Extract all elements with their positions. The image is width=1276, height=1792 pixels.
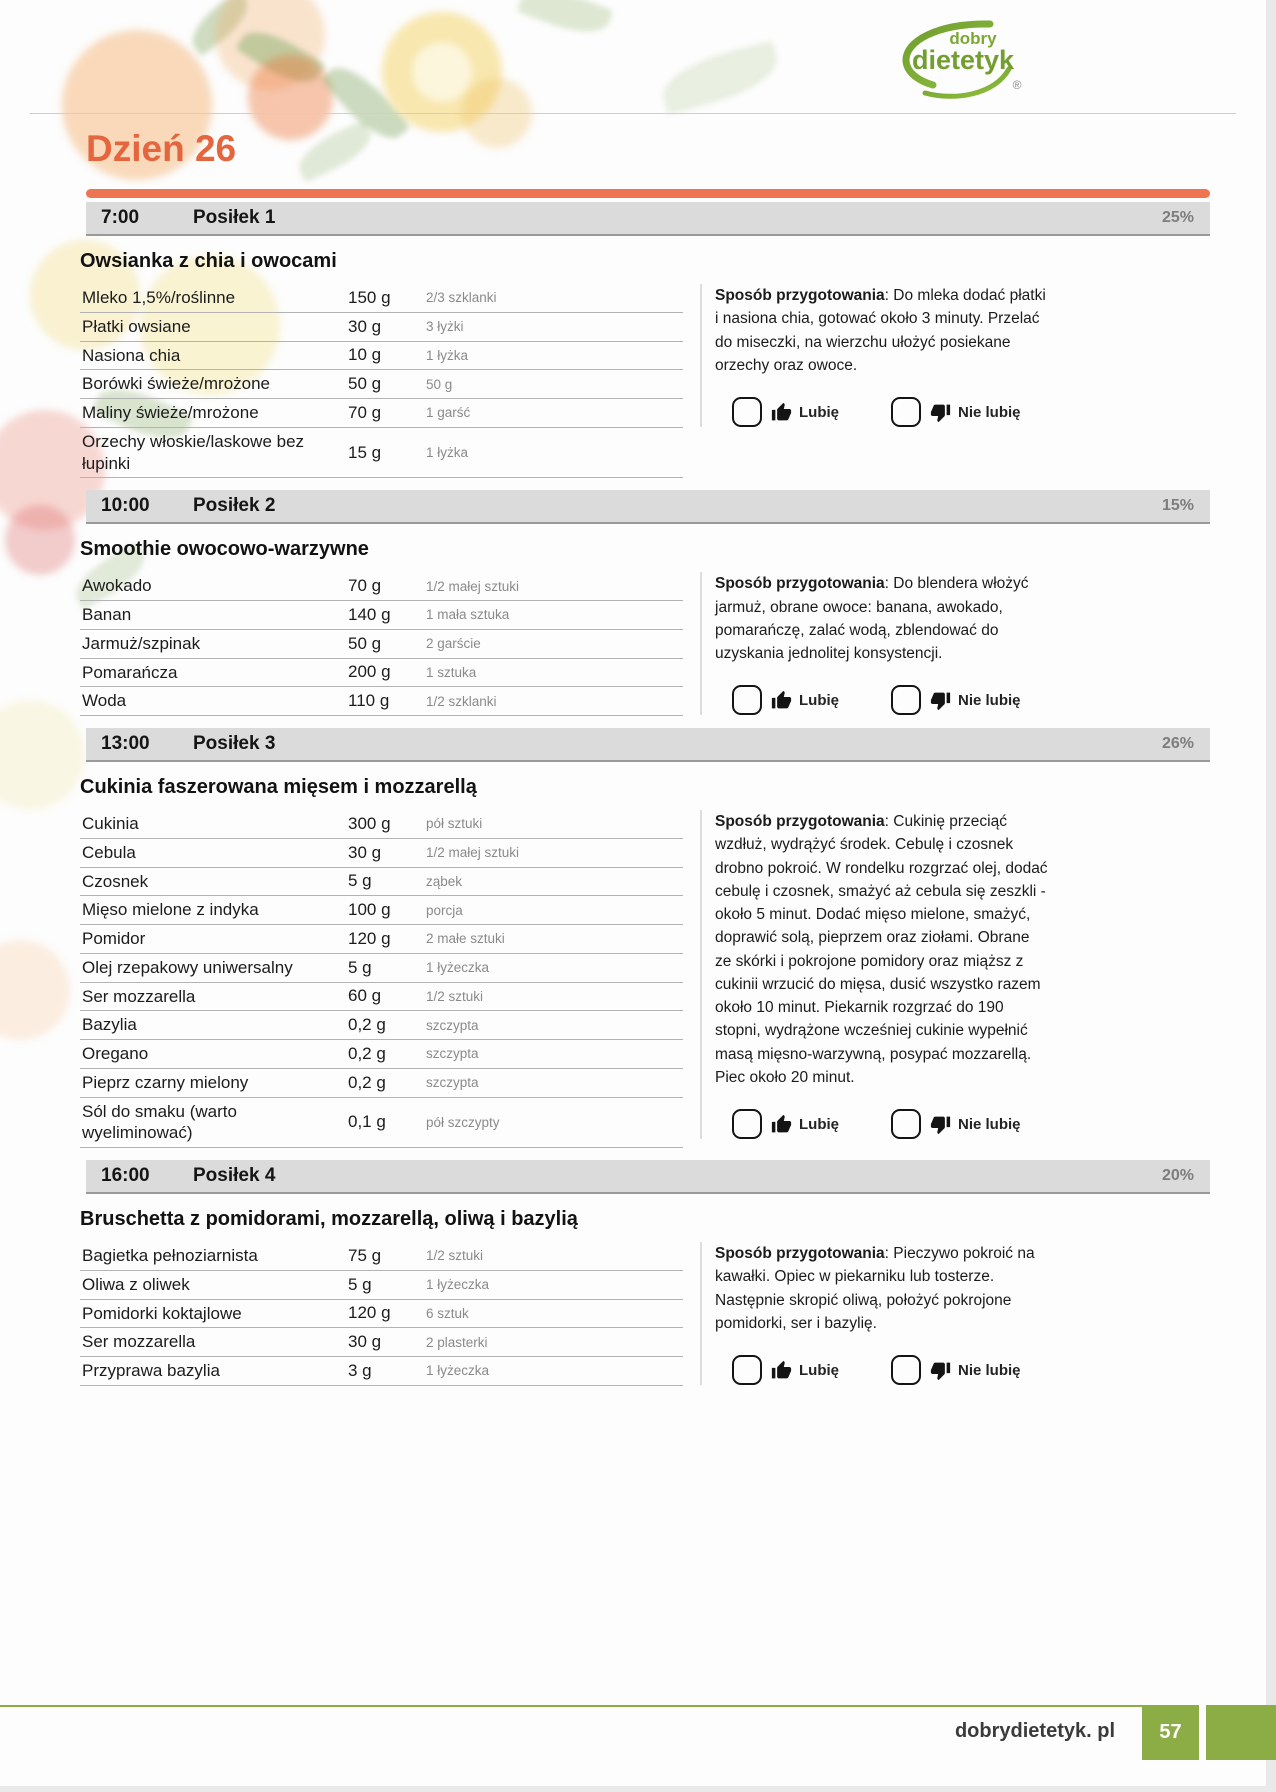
ingredient-name: Oliwa z oliwek bbox=[82, 1274, 190, 1294]
meal-percent: 26% bbox=[1161, 735, 1194, 752]
ingredient-row bbox=[80, 630, 683, 659]
ingredient-row bbox=[80, 687, 683, 716]
like-group bbox=[732, 397, 839, 427]
title-accent-bar bbox=[86, 189, 1210, 198]
ingredient-row bbox=[80, 428, 683, 479]
ingredient-household-measure: 2 plasterki bbox=[426, 1334, 488, 1350]
ingredient-name: Orzechy włoskie/laskowe bez łupinki bbox=[82, 431, 305, 473]
ingredient-amount: 0,2 g bbox=[348, 1015, 386, 1035]
ingredient-household-measure: pół szczypty bbox=[426, 1114, 500, 1130]
ingredient-name: Bazylia bbox=[82, 1015, 137, 1035]
dislike-label: Nie lubię bbox=[958, 403, 1021, 421]
dislike-group bbox=[891, 397, 1021, 427]
ingredient-row bbox=[80, 868, 683, 897]
thumbs-down-icon bbox=[930, 1360, 951, 1381]
ingredient-row bbox=[80, 399, 683, 428]
ingredient-household-measure: szczypta bbox=[426, 1075, 479, 1091]
ingredient-household-measure: 1/2 małej sztuki bbox=[426, 578, 520, 594]
thumbs-up-icon bbox=[771, 1114, 792, 1135]
ingredient-row bbox=[80, 1242, 683, 1271]
ingredient-household-measure: 1/2 sztuki bbox=[426, 1248, 484, 1264]
dobry-dietetyk-logo bbox=[893, 18, 1033, 106]
ingredient-household-measure: 1 łyżka bbox=[426, 347, 469, 363]
prep-label: Sposób przygotowania bbox=[715, 575, 885, 593]
preparation-paragraph bbox=[715, 1242, 1050, 1335]
ingredient-household-measure: 50 g bbox=[426, 376, 453, 392]
meal-section bbox=[0, 728, 1266, 1160]
ingredient-row bbox=[80, 370, 683, 399]
ingredient-amount: 70 g bbox=[348, 402, 382, 422]
meal-percent: 15% bbox=[1161, 497, 1194, 515]
dislike-group bbox=[891, 1355, 1021, 1385]
ingredient-name: Bagietka pełnoziarnista bbox=[82, 1246, 258, 1265]
prep-text: Do mleka dodać płatki i nasiona chia, gotować około 3 minuty. Przelać do miseczki, na wierzchu ułożyć posiekane orzechy oraz owoce. bbox=[715, 287, 1046, 374]
ingredient-name: Olej rzepakowy uniwersalny bbox=[82, 957, 293, 977]
ingredient-amount: 300 g bbox=[348, 813, 391, 833]
ingredient-name: Awokado bbox=[82, 576, 152, 596]
dish-title: Bruschetta z pomidorami, mozzarellą, oliwą i bazylią bbox=[80, 1208, 578, 1230]
ingredient-amount: 5 g bbox=[348, 871, 372, 891]
thumbs-down-icon bbox=[930, 402, 951, 423]
feedback-row bbox=[732, 685, 1050, 715]
logo-text-top: dobry bbox=[949, 29, 997, 48]
ingredient-name: Sól do smaku (warto wyeliminować) bbox=[82, 1101, 237, 1143]
ingredient-amount: 70 g bbox=[348, 576, 382, 596]
ingredient-row bbox=[80, 1011, 683, 1040]
feedback-row bbox=[732, 1355, 1050, 1385]
ingredient-amount: 200 g bbox=[348, 662, 391, 682]
ingredient-household-measure: 3 łyżki bbox=[426, 319, 464, 335]
meal-title: Posiłek 2 bbox=[193, 495, 276, 517]
preparation-paragraph bbox=[715, 572, 1050, 665]
meal-section bbox=[0, 490, 1266, 728]
ingredient-row bbox=[80, 1328, 683, 1357]
thumbs-down-icon bbox=[930, 690, 951, 711]
ingredient-row bbox=[80, 1300, 683, 1329]
like-checkbox[interactable] bbox=[732, 685, 762, 715]
ingredient-name: Woda bbox=[82, 691, 127, 711]
ingredient-amount: 30 g bbox=[348, 1332, 382, 1352]
meal-title: Posiłek 1 bbox=[193, 207, 276, 228]
ingredient-household-measure: 6 sztuk bbox=[426, 1305, 469, 1321]
ingredient-amount: 10 g bbox=[348, 345, 382, 365]
meal-body bbox=[80, 572, 1266, 728]
meal-title: Posiłek 4 bbox=[193, 1165, 276, 1186]
dislike-group bbox=[891, 685, 1021, 715]
logo-text-bottom: dietetyk bbox=[911, 45, 1015, 75]
ingredient-row bbox=[80, 284, 683, 313]
like-group bbox=[732, 1355, 839, 1385]
ingredient-name: Banan bbox=[82, 605, 132, 624]
feedback-row bbox=[732, 397, 1050, 427]
like-label: Lubię bbox=[799, 403, 839, 421]
ingredient-name: Cukinia bbox=[82, 814, 139, 833]
ingredient-household-measure: pół sztuki bbox=[426, 816, 483, 832]
ingredient-amount: 100 g bbox=[348, 900, 391, 920]
ingredient-name: Mięso mielone z indyka bbox=[82, 900, 259, 920]
meal-time: 10:00 bbox=[101, 495, 150, 517]
prep-colon: : bbox=[884, 813, 894, 830]
prep-text: Cukinię przeciąć wzdłuż, wydrążyć środek. Cebulę i czosnek drobno pokroić. W rondelku rozgrzać olej, dodać cebulę i czosnek, smażyć aż cebula się zeszkli - około 5 minut. Dodać mięso mielone, smażyć, doprawić solą, pieprzem oraz ziołami. Obrane ze skórki i pokrojone pomidory oraz miąższ z cukinii wrzucić do mięsa, dusić wszystko razem około 10 minut. Piekarnik rozgrzać do 190 stopni, wydrążone wcześniej cukinie wypełnić masą mięsno-warzywną, posypać mozzarellą. Piec około 20 minut. bbox=[715, 813, 1048, 1086]
ingredient-household-measure: 1 łyżka bbox=[426, 445, 469, 460]
ingredients-table bbox=[80, 1242, 683, 1386]
ingredient-name: Pieprz czarny mielony bbox=[82, 1072, 249, 1092]
ingredient-name: Ser mozzarella bbox=[82, 986, 196, 1006]
feedback-row bbox=[732, 1109, 1050, 1139]
ingredient-household-measure: 1/2 sztuki bbox=[426, 988, 484, 1004]
like-label: Lubię bbox=[799, 1361, 839, 1379]
dish-title: Cukinia faszerowana mięsem i mozzarellą bbox=[80, 776, 477, 798]
ingredient-amount: 30 g bbox=[348, 316, 382, 336]
ingredient-name: Cebula bbox=[82, 842, 136, 862]
preparation-column bbox=[700, 572, 1050, 715]
ingredient-row bbox=[80, 954, 683, 983]
dish-title: Smoothie owocowo-warzywne bbox=[80, 538, 369, 561]
ingredient-household-measure: 1 garść bbox=[426, 405, 471, 421]
ingredient-row bbox=[80, 896, 683, 925]
ingredient-name: Nasiona chia bbox=[82, 345, 181, 365]
ingredient-household-measure: szczypta bbox=[426, 1017, 479, 1033]
meal-time: 13:00 bbox=[101, 733, 150, 754]
meal-time: 16:00 bbox=[101, 1165, 150, 1186]
dislike-label: Nie lubię bbox=[958, 691, 1021, 709]
ingredients-table bbox=[80, 810, 683, 1148]
registered-mark: ® bbox=[1012, 78, 1022, 92]
meal-header-bar bbox=[86, 490, 1210, 524]
ingredient-name: Jarmuż/szpinak bbox=[82, 633, 201, 653]
dislike-label: Nie lubię bbox=[958, 1115, 1021, 1133]
ingredient-amount: 0,2 g bbox=[348, 1043, 386, 1063]
thumbs-down-icon bbox=[930, 1114, 951, 1135]
like-label: Lubię bbox=[799, 1115, 839, 1133]
ingredient-name: Pomidor bbox=[82, 929, 146, 948]
meal-header-bar bbox=[86, 728, 1210, 762]
like-group bbox=[732, 1109, 839, 1139]
preparation-paragraph bbox=[715, 810, 1050, 1089]
ingredient-amount: 3 g bbox=[348, 1360, 372, 1380]
dislike-checkbox[interactable] bbox=[891, 1355, 921, 1385]
ingredient-amount: 60 g bbox=[348, 986, 382, 1006]
ingredient-row bbox=[80, 572, 683, 601]
thumbs-up-icon bbox=[771, 402, 792, 423]
ingredient-household-measure: 2/3 szklanki bbox=[426, 290, 497, 306]
dislike-label: Nie lubię bbox=[958, 1361, 1021, 1379]
ingredient-row bbox=[80, 810, 683, 839]
ingredient-household-measure: 1 mała sztuka bbox=[426, 607, 510, 623]
like-checkbox[interactable] bbox=[732, 1355, 762, 1385]
ingredient-household-measure: 1/2 małej sztuki bbox=[426, 845, 520, 861]
meal-header-bar bbox=[86, 202, 1210, 236]
ingredients-table bbox=[80, 284, 683, 478]
ingredient-name: Przyprawa bazylia bbox=[82, 1361, 220, 1380]
ingredient-amount: 5 g bbox=[348, 1274, 372, 1294]
ingredient-name: Ser mozzarella bbox=[82, 1332, 196, 1352]
page-number-badge: 57 bbox=[1142, 1705, 1199, 1760]
ingredient-household-measure: 1 łyżeczka bbox=[426, 960, 490, 976]
ingredient-household-measure: porcja bbox=[426, 902, 463, 918]
ingredient-row bbox=[80, 839, 683, 868]
ingredient-row bbox=[80, 1098, 683, 1149]
prep-colon: : bbox=[884, 287, 894, 304]
ingredient-row bbox=[80, 925, 683, 954]
footer-accent-line bbox=[0, 1705, 1142, 1707]
ingredient-row bbox=[80, 601, 683, 630]
preparation-column bbox=[700, 810, 1050, 1139]
dislike-checkbox[interactable] bbox=[891, 685, 921, 715]
ingredient-household-measure: 2 małe sztuki bbox=[426, 931, 505, 947]
ingredient-household-measure: 1 łyżeczka bbox=[426, 1277, 490, 1293]
ingredient-row bbox=[80, 342, 683, 371]
ingredient-row bbox=[80, 313, 683, 342]
meal-body bbox=[80, 1242, 1266, 1398]
prep-text: Pieczywo pokroić na kawałki. Opiec w piekarniku lub tosterze. Następnie skropić oliwą, położyć pokrojone pomidorki, ser i bazylię. bbox=[715, 1245, 1035, 1332]
preparation-paragraph bbox=[715, 284, 1050, 377]
ingredient-row bbox=[80, 1040, 683, 1069]
meal-time: 7:00 bbox=[101, 207, 140, 228]
ingredient-row bbox=[80, 983, 683, 1012]
ingredient-amount: 150 g bbox=[348, 287, 391, 307]
ingredient-name: Mleko 1,5%/roślinne bbox=[82, 288, 236, 307]
like-checkbox[interactable] bbox=[732, 397, 762, 427]
dislike-checkbox[interactable] bbox=[891, 397, 921, 427]
meal-section bbox=[0, 1160, 1266, 1398]
prep-label: Sposób przygotowania bbox=[715, 287, 885, 304]
like-label: Lubię bbox=[799, 691, 839, 709]
header-divider-line bbox=[30, 113, 1236, 114]
meal-section bbox=[0, 202, 1266, 490]
page-footer bbox=[0, 1705, 1266, 1765]
ingredient-name: Maliny świeże/mrożone bbox=[82, 403, 259, 422]
dislike-checkbox[interactable] bbox=[891, 1109, 921, 1139]
meal-body bbox=[80, 284, 1266, 490]
ingredient-row bbox=[80, 1357, 683, 1386]
like-checkbox[interactable] bbox=[732, 1109, 762, 1139]
ingredient-household-measure: 1 sztuka bbox=[426, 664, 477, 680]
prep-colon: : bbox=[884, 575, 894, 593]
like-group bbox=[732, 685, 839, 715]
prep-text: Do blendera włożyć jarmuż, obrane owoce: banana, awokado, pomarańczę, zalać wodą, zblendować do uzyskania jednolitej konsystencji. bbox=[715, 575, 1029, 662]
ingredient-household-measure: szczypta bbox=[426, 1046, 479, 1062]
ingredient-amount: 0,2 g bbox=[348, 1072, 386, 1092]
dish-title: Owsianka z chia i owocami bbox=[80, 250, 337, 272]
ingredient-amount: 75 g bbox=[348, 1245, 382, 1265]
ingredient-household-measure: ząbek bbox=[426, 873, 463, 889]
ingredient-amount: 5 g bbox=[348, 957, 372, 977]
ingredient-amount: 50 g bbox=[348, 633, 382, 653]
ingredient-household-measure: 2 garście bbox=[426, 636, 481, 652]
page-title: Dzień 26 bbox=[86, 128, 237, 169]
ingredient-amount: 50 g bbox=[348, 374, 382, 394]
meals bbox=[0, 202, 1266, 1398]
thumbs-up-icon bbox=[771, 1360, 792, 1381]
dislike-group bbox=[891, 1109, 1021, 1139]
ingredient-household-measure: 1/2 szklanki bbox=[426, 693, 497, 709]
ingredient-name: Borówki świeże/mrożone bbox=[82, 374, 271, 394]
ingredient-row bbox=[80, 1271, 683, 1300]
ingredient-name: Pomarańcza bbox=[82, 662, 178, 682]
meal-header-bar bbox=[86, 1160, 1210, 1194]
ingredient-amount: 120 g bbox=[348, 1303, 391, 1323]
ingredient-amount: 140 g bbox=[348, 604, 391, 624]
meal-percent: 25% bbox=[1161, 209, 1194, 226]
meal-body bbox=[80, 810, 1266, 1160]
ingredient-row bbox=[80, 659, 683, 688]
prep-label: Sposób przygotowania bbox=[715, 813, 885, 830]
ingredient-name: Oregano bbox=[82, 1044, 149, 1063]
ingredient-amount: 30 g bbox=[348, 842, 382, 862]
ingredient-amount: 120 g bbox=[348, 928, 391, 948]
ingredient-household-measure: 1 łyżeczka bbox=[426, 1363, 490, 1379]
preparation-column bbox=[700, 1242, 1050, 1385]
ingredient-amount: 15 g bbox=[348, 442, 382, 462]
footer-website: dobrydietetyk. pl bbox=[954, 1720, 1115, 1742]
ingredient-name: Pomidorki koktajlowe bbox=[82, 1303, 242, 1323]
prep-label: Sposób przygotowania bbox=[715, 1245, 885, 1262]
footer-edge-block bbox=[1206, 1705, 1276, 1760]
meal-percent: 20% bbox=[1161, 1167, 1194, 1184]
prep-colon: : bbox=[884, 1245, 894, 1262]
thumbs-up-icon bbox=[771, 690, 792, 711]
ingredient-name: Płatki owsiane bbox=[82, 316, 191, 336]
ingredient-amount: 0,1 g bbox=[348, 1112, 386, 1132]
ingredient-amount: 110 g bbox=[348, 691, 390, 711]
ingredient-row bbox=[80, 1069, 683, 1098]
meal-title: Posiłek 3 bbox=[193, 733, 276, 754]
preparation-column bbox=[700, 284, 1050, 427]
ingredients-table bbox=[80, 572, 683, 716]
ingredient-name: Czosnek bbox=[82, 871, 149, 891]
